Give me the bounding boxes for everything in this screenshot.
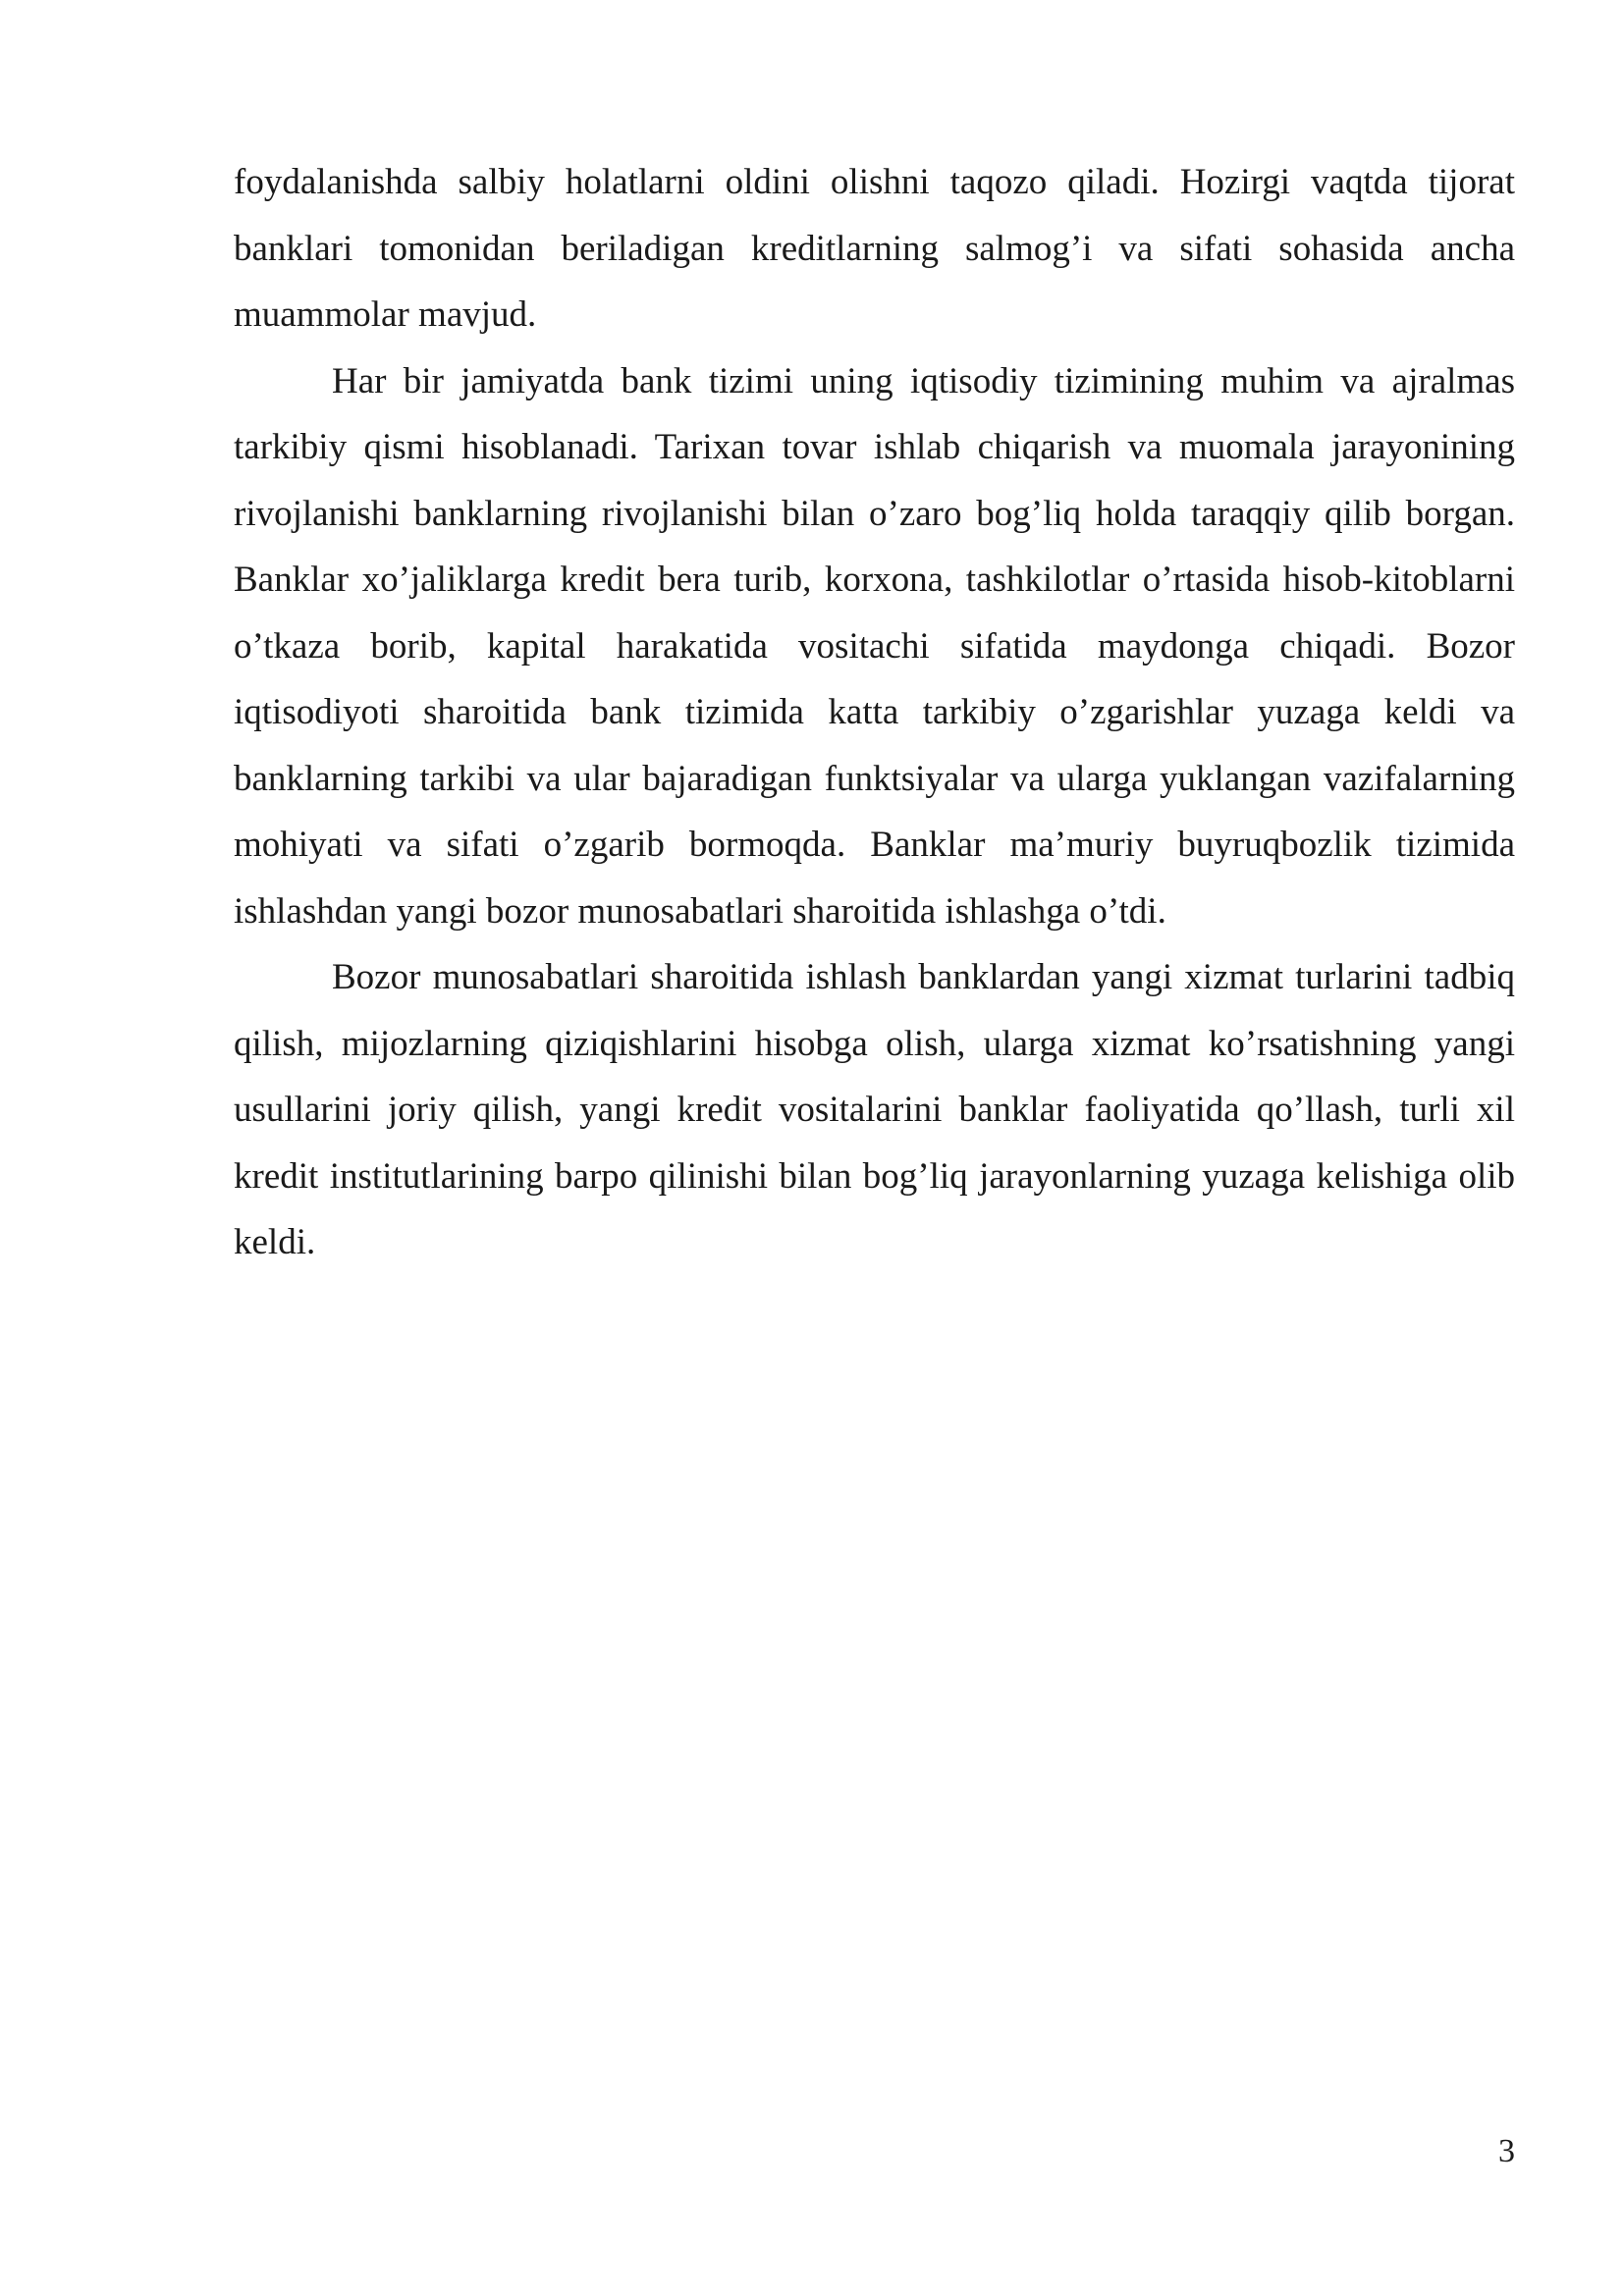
body-text [234, 149, 1515, 1276]
paragraph-market-relations: Bozor munosabatlari sharoitida ishlash banklardan yangi xizmat turlarini tadbiq qilish, mijozlarning qiziqishlarini hisobga olish, ularga xizmat ko’rsatishning yangi usullarini joriy qilish, yangi kredit vositalarini banklar faoliyatida qo’llash, turli xil kredit institutlarining barpo qilinishi bilan bog’liq jarayonlarning yuzaga kelishiga olib keldi. [234, 957, 1515, 1262]
paragraph-bank-system: Har bir jamiyatda bank tizimi uning iqtisodiy tizimining muhim va ajralmas tarkibiy qismi hisoblanadi. Tarixan tovar ishlab chiqarish va muomala jarayonining rivojlanishi banklarning rivojlanishi bilan o’zaro bog’liq holda taraqqiy qilib borgan. Banklar xo’jaliklarga kredit bera turib, korxona, tashkilotlar o’rtasida hisob-kitoblarni o’tkaza borib, kapital harakatida vositachi sifatida maydonga chiqadi. Bozor iqtisodiyoti sharoitida bank tizimida katta tarkibiy o’zgarishlar yuzaga keldi va banklarning tarkibi va ular bajaradigan funktsiyalar va ularga yuklangan vazifalarning mohiyati va sifati o’zgarib bormoqda. Banklar ma’muriy buyruqbozlik tizimida ishlashdan yangi bozor munosabatlari sharoitida ishlashga o’tdi. [234, 360, 1515, 932]
page-number: 3 [1498, 2133, 1515, 2169]
paragraph-continuation: foydalanishda salbiy holatlarni oldini olishni taqozo qiladi. Hozirgi vaqtda tijorat banklari tomonidan beriladigan kreditlarning salmog’i va sifati sohasida ancha muammolar mavjud. [234, 162, 1515, 335]
